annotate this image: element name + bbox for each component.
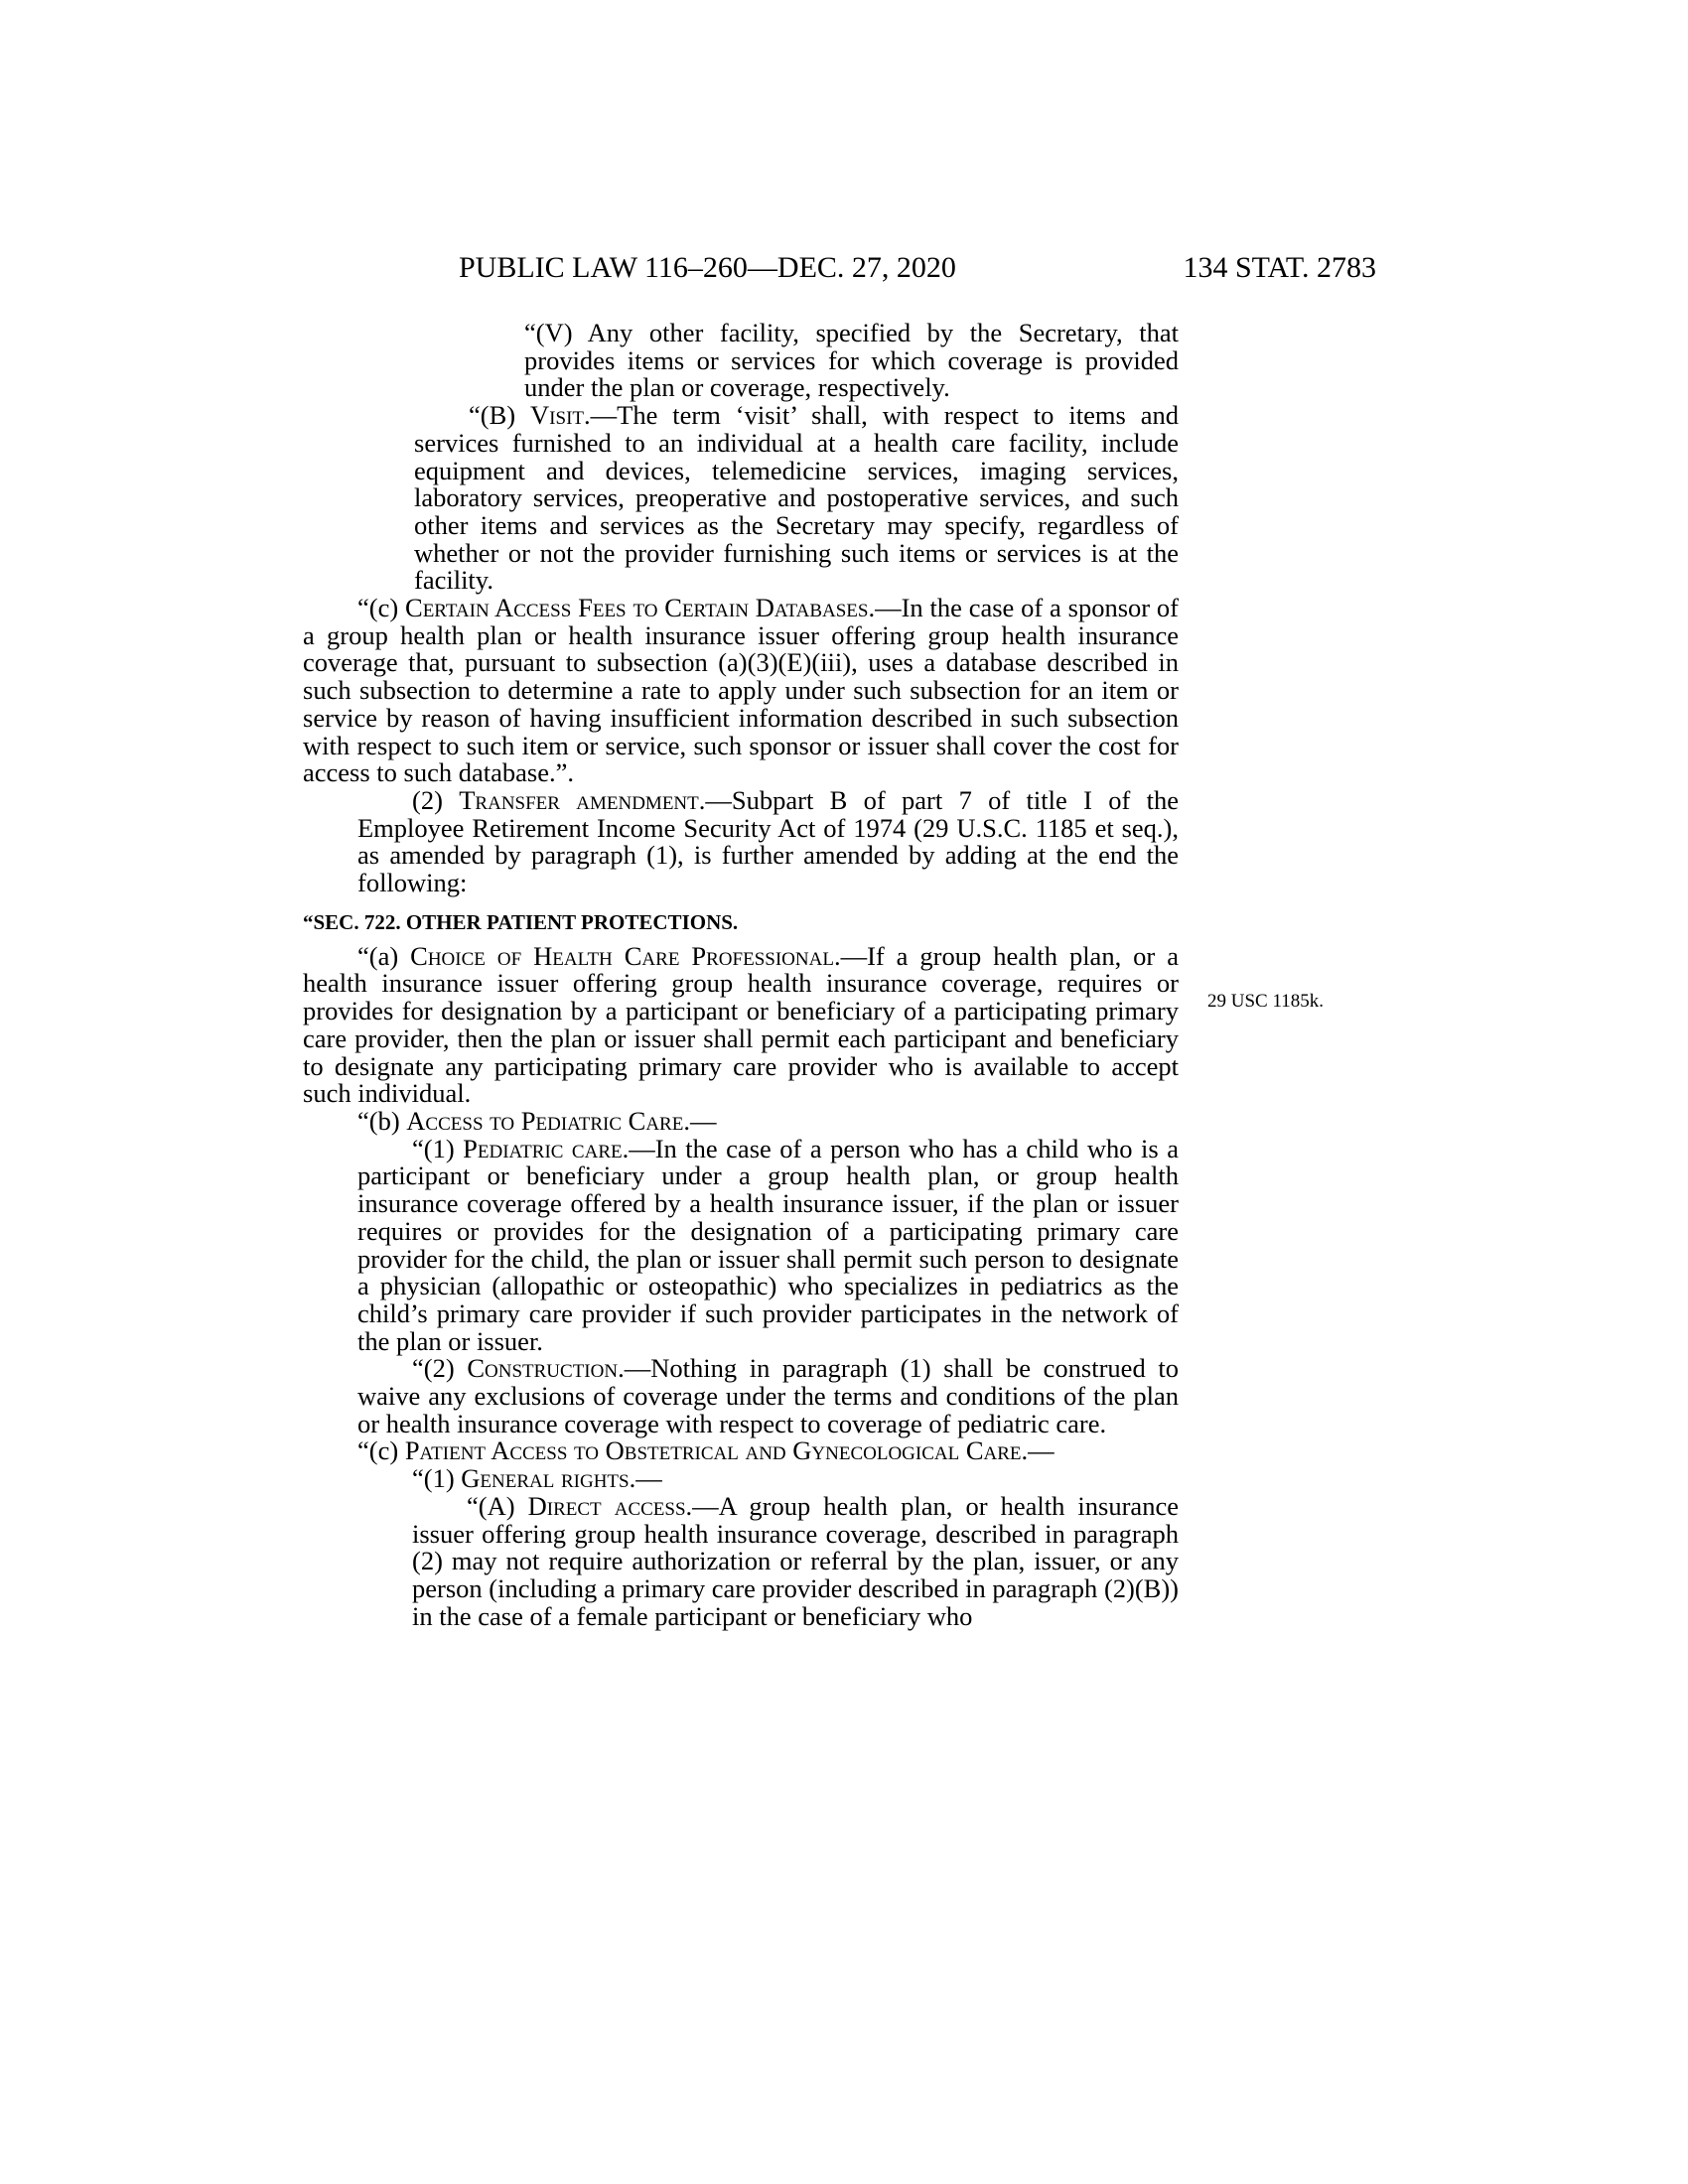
section-heading: “SEC. 722. OTHER PATIENT PROTECTIONS. [303,909,739,934]
paragraph-c-obgyn-text: .— [1021,1435,1055,1466]
paragraph-b-access-text: .— [683,1105,717,1136]
paragraph-b-visit-prefix: “(B) [469,400,531,431]
paragraph-b-access-prefix: “(b) [357,1105,407,1136]
paragraph-transfer-heading: Transfer amendment [459,784,699,815]
paragraph-b-access-heading: Access to Pediatric Care [406,1105,684,1136]
paragraph-b1-prefix: “(1) [412,1133,464,1163]
paragraph-v [303,320,1179,402]
paragraph-b-visit [303,402,1179,595]
paragraph-b2-text: .—Nothing in paragraph (1) shall be construed to waive any exclusions of coverage under the terms and conditions of the plan or health insurance coverage with respect to coverage of pediatric care. [357,1353,1179,1438]
paragraph-c-fees [303,595,1179,787]
paragraph-b-access [303,1105,1179,1136]
paragraph-b2 [303,1355,1179,1437]
paragraph-c1-prefix: “(1) [412,1463,462,1494]
paragraph-b1 [303,1133,1179,1356]
paragraph-transfer-text: .—Subpart B of part 7 of title I of the Employee Retirement Income Security Act of 1974 (29 U.S.C. 1185 et seq.), as amended by paragraph (1), is further amended by adding at the end the following: [357,784,1179,898]
paragraph-ca [303,1490,1179,1631]
paragraph-v-text: “(V) Any other facility, specified by the Secretary, that provides items or services for which coverage is provided under the plan or coverage, respectively. [524,318,1179,403]
margin-citation: 29 USC 1185k. [1207,991,1325,1012]
paragraph-c-fees-prefix: “(c) [357,593,406,623]
statute-page-number: 134 STAT. 2783 [1183,251,1376,284]
paragraph-b1-text: .—In the case of a person who has a child who is a participant or beneficiary under a group health plan, or group health insurance coverage offered by a health insurance issuer, if the plan or issuer requires or provides for the designation of a participating primary care provider for the child, the plan or issuer shall permit such person to designate a physician (allopathic or osteopathic) who specializes in pediatrics as the child’s primary care provider if such provider participates in the network of the plan or issuer. [357,1133,1179,1356]
paragraph-b-visit-text: .—The term ‘visit’ shall, with respect to items and services furnished to an individual at a health care facility, include equipment and devices, telemedicine services, imaging services, laboratory services, preoperative and postoperative services, and such other items and services as the Secretary may specify, regardless of whether or not the provider furnishing such items or services is at the facility. [414,400,1179,596]
paragraph-transfer-prefix: (2) [412,784,460,815]
paragraph-a-choice-prefix: “(a) [357,940,411,971]
page-header [459,248,1376,288]
paragraph-a-choice-text: .—If a group health plan, or a health insurance issuer offering group health insurance coverage, requires or provides for designation by a participant or beneficiary of a participating primary care provider, then the plan or issuer shall permit each participant and beneficiary to designate any participating primary care provider who is available to accept such individual. [303,940,1179,1109]
paragraph-b2-prefix: “(2) [412,1353,468,1384]
paragraph-c1-heading: General rights [461,1463,630,1494]
paragraph-a-choice [303,940,1179,1109]
paragraph-b2-heading: Construction [467,1353,619,1384]
public-law-title: PUBLIC LAW 116–260—DEC. 27, 2020 [459,251,956,284]
paragraph-b-visit-heading: Visit [530,400,585,431]
statute-body [303,320,1179,1630]
paragraph-ca-prefix: “(A) [467,1490,528,1521]
paragraph-ca-text: .—A group health plan, or health insurance issuer offering group health insurance coverage, described in paragraph (2) may not require authorization or referral by the plan, issuer, or any person (including a primary care provider described in paragraph (2)(B)) in the case of a female participant or beneficiary who [412,1490,1179,1631]
paragraph-ca-heading: Direct access [527,1490,686,1521]
paragraph-c1 [303,1465,1179,1493]
paragraph-b1-heading: Pediatric care [463,1133,623,1163]
paragraph-c1-text: .— [629,1463,662,1494]
paragraph-transfer [303,784,1179,898]
paragraph-c-obgyn [303,1437,1179,1465]
paragraph-a-choice-heading: Choice of Health Care Professional [410,940,834,971]
paragraph-c-obgyn-heading: Patient Access to Obstetrical and Gynecological Care [404,1435,1022,1466]
paragraph-c-fees-heading: Certain Access Fees to Certain Databases [405,593,869,623]
paragraph-c-fees-text: .—In the case of a sponsor of a group health plan or health insurance issuer offering group health insurance coverage that, pursuant to subsection (a)(3)(E)(iii), uses a database described in such subsection to determine a rate to apply under such subsection for an item or service by reason of having insufficient information described in such subsection with respect to such item or service, such sponsor or issuer shall cover the cost for access to such database.”. [303,593,1179,788]
paragraph-c-obgyn-prefix: “(c) [357,1435,405,1466]
